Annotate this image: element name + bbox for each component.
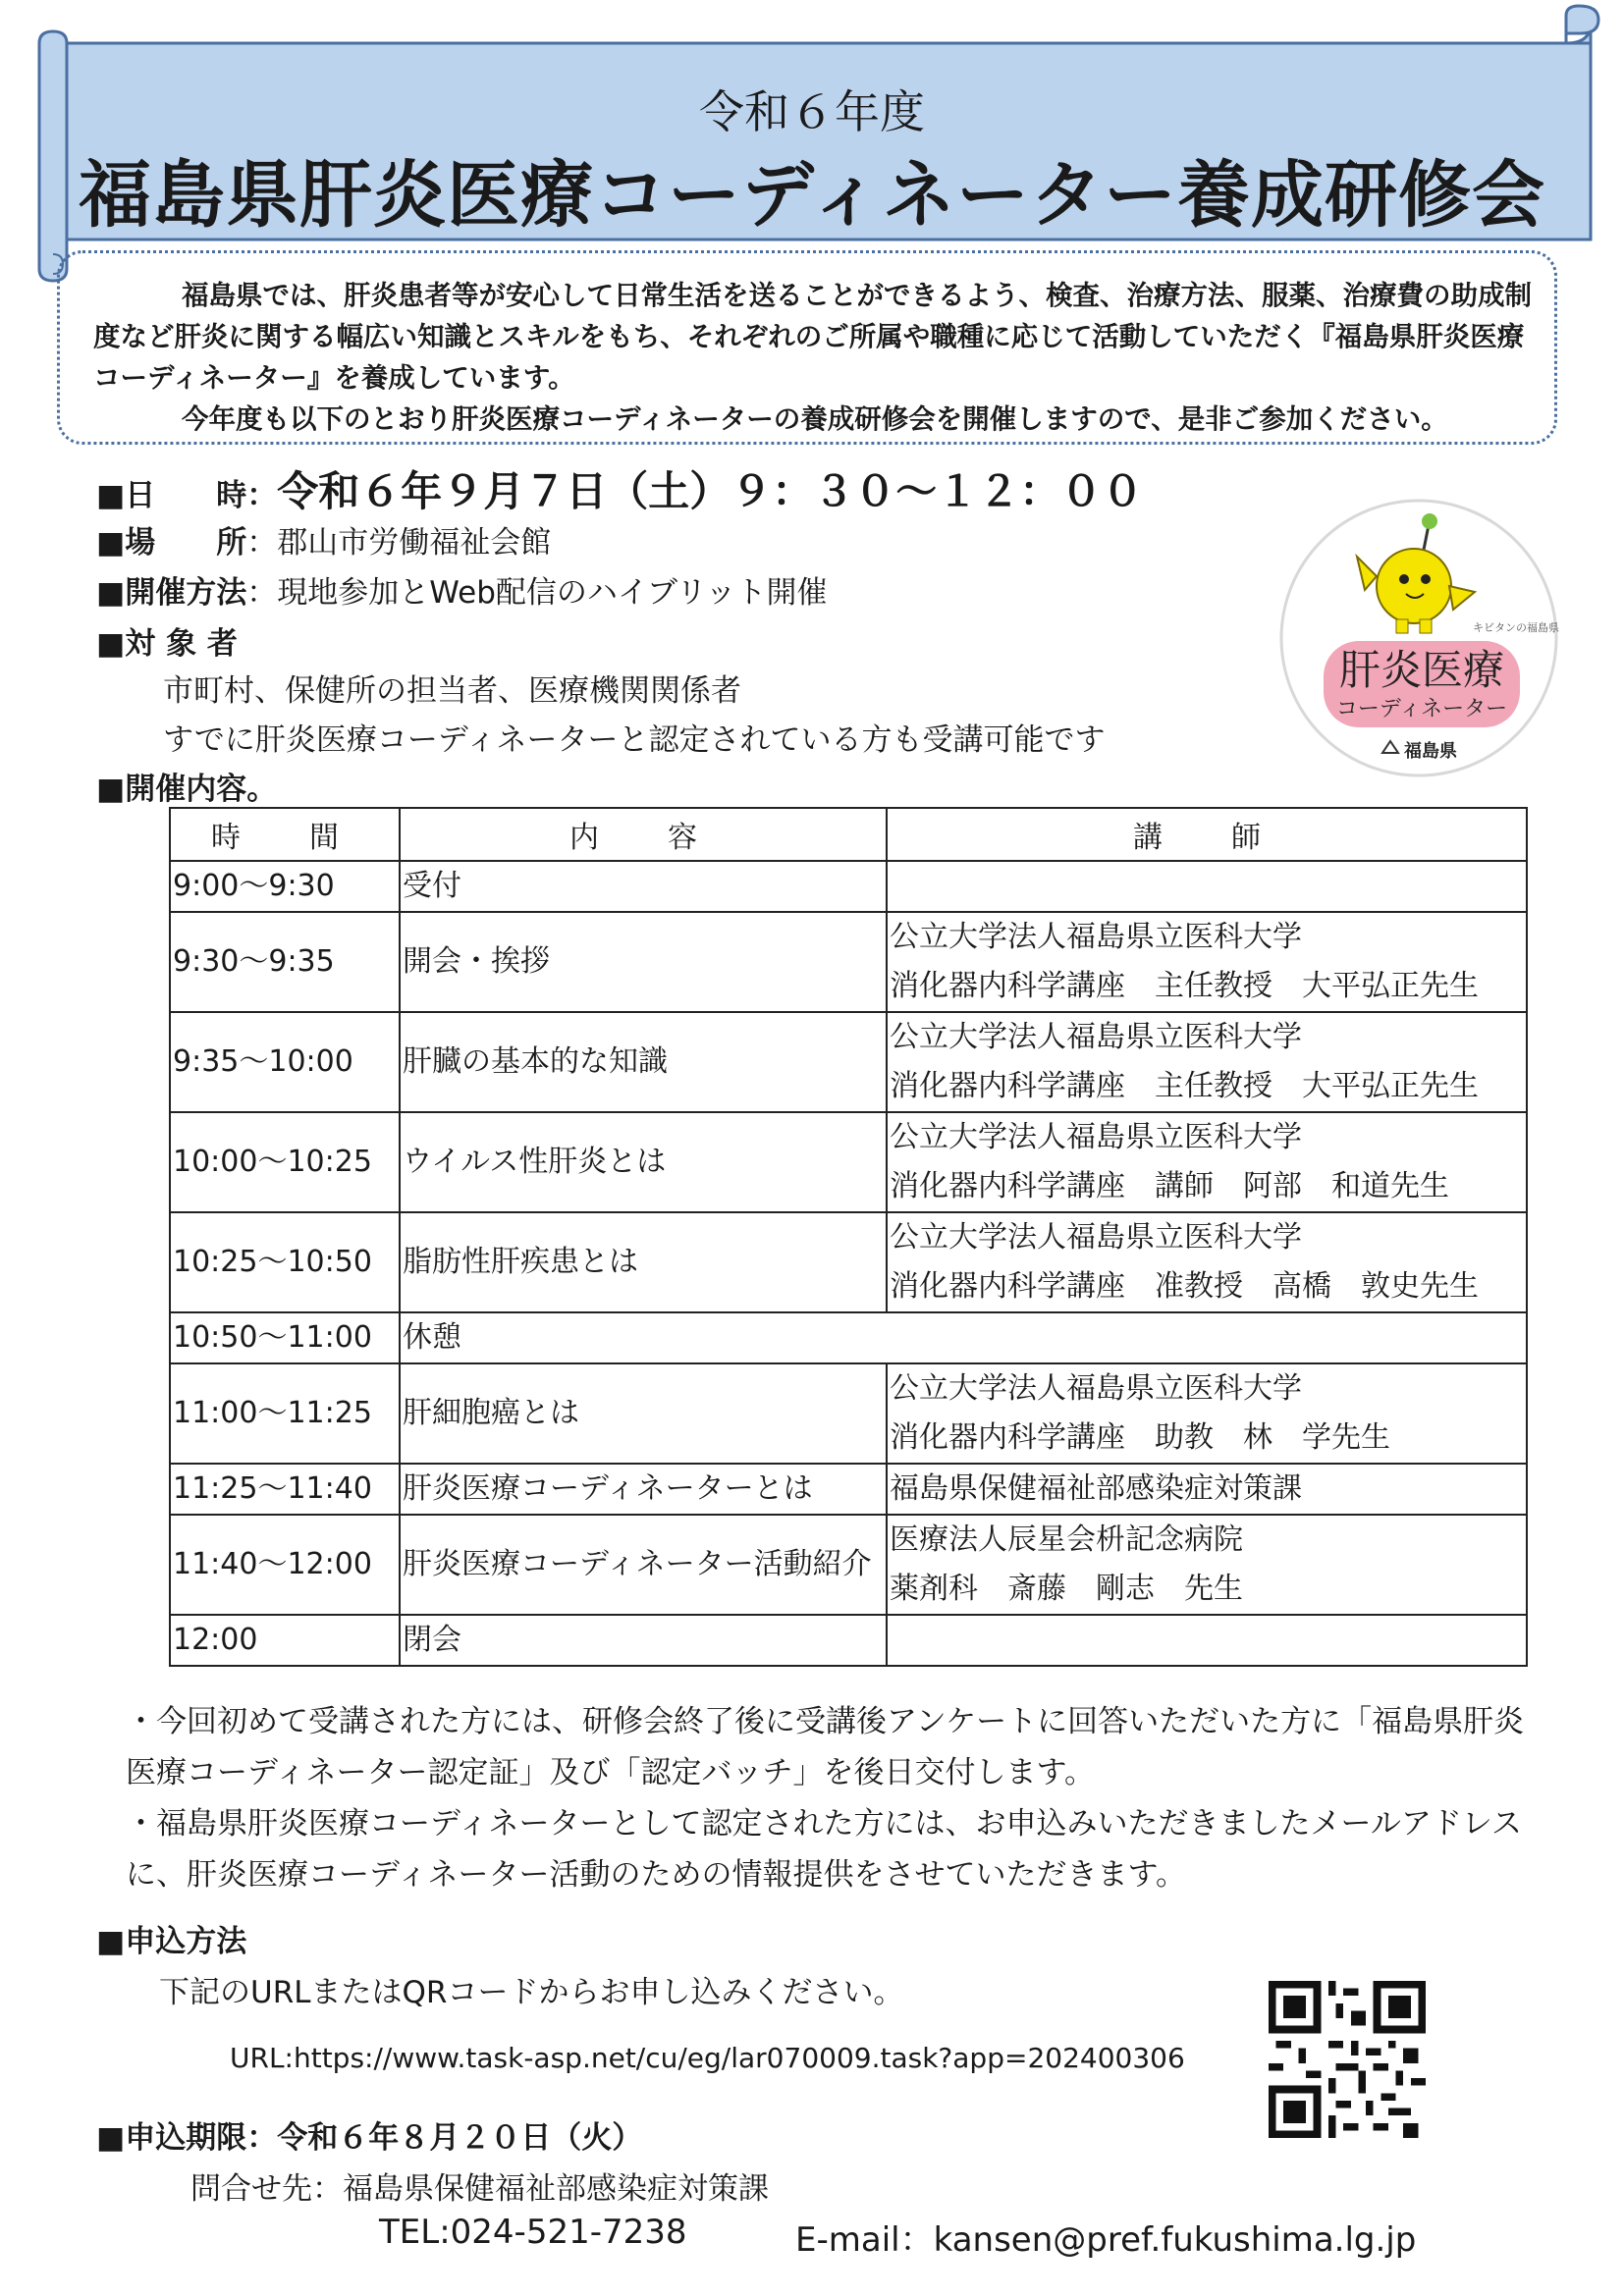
target-line-1: 市町村、保健所の担当者、医療機関関係者 (163, 673, 741, 709)
place-label: ■場 所 (96, 525, 247, 561)
contact-tel: TEL:024-521-7238 (379, 2213, 687, 2252)
contact-row (190, 2163, 769, 2208)
lecturer-affiliation: 公立大学法人福島県立医科大学 (890, 1120, 1302, 1154)
row-lecturer (887, 1515, 1527, 1615)
deadline-value: 令和６年８月２０日（火） (277, 2120, 643, 2156)
badge-text: 肝炎医療 (1338, 646, 1505, 694)
row-lecturer: 福島県保健福祉部感染症対策課 (887, 1464, 1527, 1515)
lecturer-affiliation: 公立大学法人福島県立医科大学 (890, 1371, 1302, 1406)
note-information (126, 1798, 1549, 1900)
row-lecturer (887, 1615, 1527, 1666)
col-header-time: 時 間 (170, 808, 400, 861)
table-row (170, 1464, 1527, 1515)
row-content: 肝炎医療コーディネーターとは (400, 1464, 887, 1515)
row-time: 10:00～10:25 (170, 1112, 400, 1212)
row-time: 11:40～12:00 (170, 1515, 400, 1615)
table-row (170, 1012, 1527, 1112)
date-value: 令和６年９月７日（土）９：３０～１２：００ (277, 467, 1144, 515)
method-row (96, 567, 827, 612)
content-label: ■開催内容。 (96, 772, 278, 807)
row-content: 受付 (400, 861, 887, 912)
table-row (170, 861, 1527, 912)
contact-label: 問合せ先： (190, 2171, 343, 2207)
application-url-link[interactable]: URL:https://www.task-asp.net/cu/eg/lar070009.task?app=202400306 (230, 2042, 1185, 2074)
lecturer-affiliation: 公立大学法人福島県立医科大学 (890, 1220, 1302, 1255)
note-line: に、肝炎医療コーディネーター活動のための情報提供をさせていただきます。 (126, 1857, 1187, 1893)
row-time: 11:25～11:40 (170, 1464, 400, 1515)
row-lecturer (887, 1012, 1527, 1112)
note-line: ・今回初めて受講された方には、研修会終了後に受講後アンケートに回答いただいた方に「福島県肝炎 (126, 1704, 1525, 1739)
row-time: 9:35～10:00 (170, 1012, 400, 1112)
row-time: 11:00～11:25 (170, 1363, 400, 1464)
table-row (170, 1615, 1527, 1666)
place-row (96, 517, 551, 561)
row-lecturer (887, 912, 1527, 1012)
lecturer-name: 消化器内科学講座 主任教授 大平弘正先生 (890, 1069, 1479, 1103)
contact-org: 福島県保健福祉部感染症対策課 (343, 2171, 769, 2207)
row-content: 肝臓の基本的な知識 (400, 1012, 887, 1112)
event-year: 令和６年度 (699, 85, 925, 138)
application-instruction: 下記のURLまたはQRコードからお申し込みください。 (159, 1975, 904, 2010)
row-time: 10:25～10:50 (170, 1212, 400, 1312)
date-label: ■日 時： (96, 478, 278, 513)
col-header-lecturer: 講 師 (887, 808, 1527, 861)
row-content: 肝炎医療コーディネーター活動紹介 (400, 1515, 887, 1615)
table-row (170, 1212, 1527, 1312)
coordinator-logo (1267, 496, 1571, 780)
note-certificate (126, 1696, 1549, 1798)
row-time: 9:30～9:35 (170, 912, 400, 1012)
row-time: 12:00 (170, 1615, 400, 1666)
deadline-row (96, 2112, 642, 2157)
deadline-label: ■申込期限： (96, 2120, 278, 2156)
row-lecturer (887, 1112, 1527, 1212)
intro-paragraph-1: 福島県では、肝炎患者等が安心して日常生活を送ることができるよう、検査、治療方法、服薬、治療費の助成制度など肝炎に関する幅広い知識とスキルをもち、それぞれのご所属や職種に応じて活動していただく『福島県肝炎医療コーディネーター』を養成しています。 (93, 280, 1532, 394)
badge-subtext: コーディネーター (1335, 697, 1508, 721)
row-time: 9:00～9:30 (170, 861, 400, 912)
intro-paragraph-2: 今年度も以下のとおり肝炎医療コーディネーターの養成研修会を開催しますので、是非ご参加ください。 (182, 403, 1448, 435)
lecturer-name: 消化器内科学講座 准教授 高橋 敦史先生 (890, 1269, 1479, 1304)
page-title: 福島県肝炎医療コーディネーター養成研修会 (78, 153, 1546, 238)
row-content: 開会・挨拶 (400, 912, 887, 1012)
lecturer-name: 消化器内科学講座 助教 林 学先生 (890, 1420, 1390, 1455)
row-lecturer (887, 1363, 1527, 1464)
target-label: ■対 象 者 (96, 626, 238, 662)
row-time: 10:50～11:00 (170, 1312, 400, 1363)
note-line: ・福島県肝炎医療コーディネーターとして認定された方には、お申込みいただきましたメールアドレス (126, 1806, 1522, 1842)
mascot-caption: キビタンの福島県 (1473, 621, 1559, 634)
table-row (170, 1312, 1527, 1363)
place-value: ：郡山市労働福祉会館 (246, 525, 552, 561)
row-lecturer (887, 861, 1527, 912)
contact-email-link[interactable]: E-mail：kansen@pref.fukushima.lg.jp (795, 2220, 1417, 2260)
table-row (170, 1363, 1527, 1464)
table-row (170, 1515, 1527, 1615)
table-header-row (170, 808, 1527, 861)
note-line: 医療コーディネーター認定証」及び「認定バッチ」を後日交付します。 (126, 1755, 1096, 1790)
lecturer-name: 消化器内科学講座 主任教授 大平弘正先生 (890, 969, 1479, 1003)
lecturer-affiliation: 医療法人辰星会枡記念病院 (890, 1522, 1243, 1557)
target-line-2: すでに肝炎医療コーディネーターと認定されている方も受講可能です (163, 722, 1106, 758)
application-qr-code[interactable] (1269, 1981, 1426, 2138)
logo-org: 福島県 (1404, 741, 1457, 762)
col-header-content: 内 容 (400, 808, 887, 861)
method-label: ■開催方法 (96, 575, 247, 611)
row-content: 脂肪性肝疾患とは (400, 1212, 887, 1312)
row-content: 肝細胞癌とは (400, 1363, 887, 1464)
date-row (96, 459, 1143, 518)
row-content: 休憩 (400, 1312, 1527, 1363)
table-row (170, 912, 1527, 1012)
schedule-table (169, 807, 1528, 1667)
lecturer-name: 薬剤科 斎藤 剛志 先生 (890, 1572, 1243, 1606)
row-lecturer (887, 1212, 1527, 1312)
application-label: ■申込方法 (96, 1924, 247, 1959)
lecturer-affiliation: 公立大学法人福島県立医科大学 (890, 1020, 1302, 1054)
lecturer-name: 消化器内科学講座 講師 阿部 和道先生 (890, 1169, 1449, 1203)
lecturer-affiliation: 公立大学法人福島県立医科大学 (890, 920, 1302, 954)
method-value: ：現地参加とWeb配信のハイブリット開催 (246, 575, 828, 611)
row-content: 閉会 (400, 1615, 887, 1666)
table-row (170, 1112, 1527, 1212)
intro-box (57, 250, 1557, 445)
row-content: ウイルス性肝炎とは (400, 1112, 887, 1212)
